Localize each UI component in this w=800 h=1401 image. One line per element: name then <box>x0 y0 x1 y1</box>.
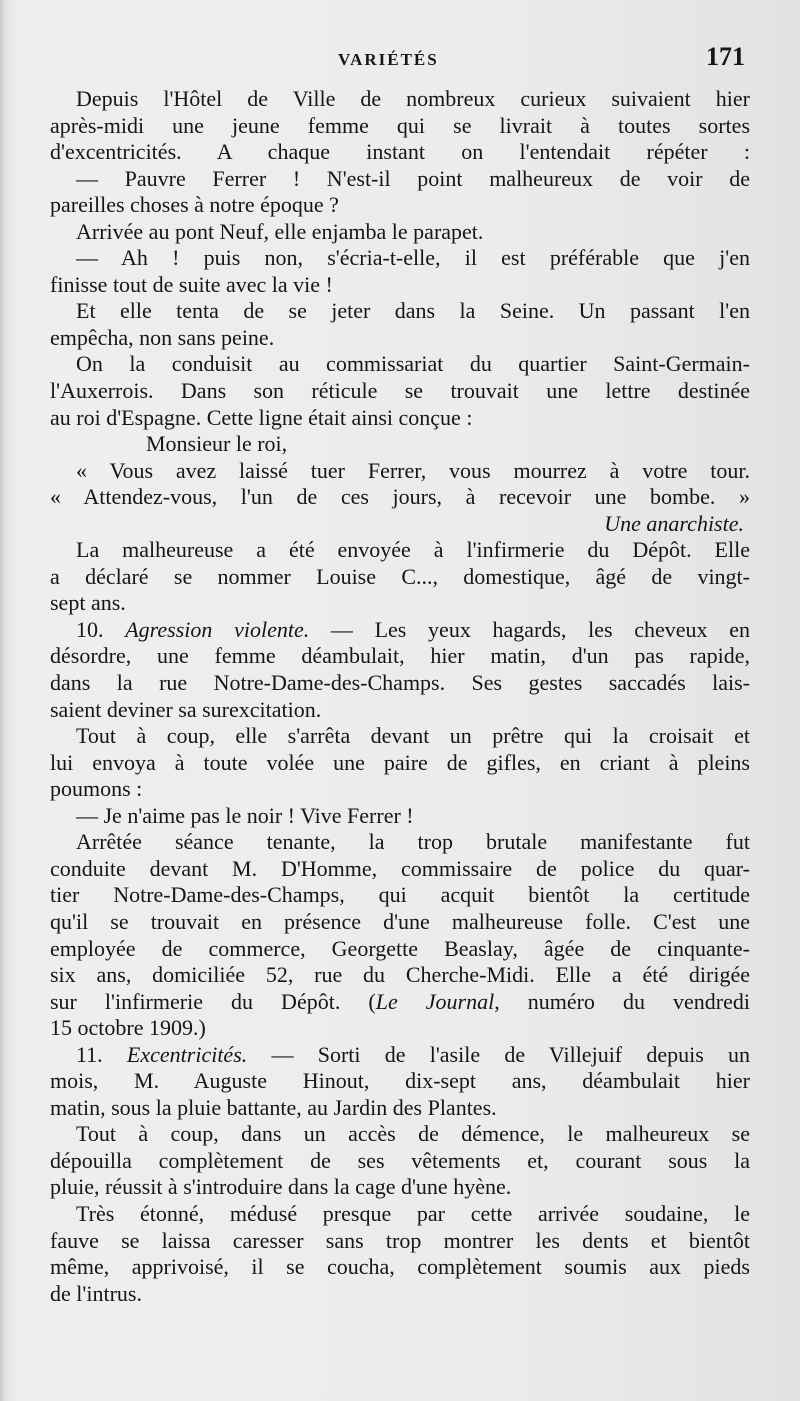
text-line: Arrivée au pont Neuf, elle enjamba le parapet. <box>76 218 484 244</box>
text-line: désordre, une femme déambulait, hier matin, d'un pas rapide, <box>50 643 750 669</box>
text-line: après-midi une jeune femme qui se livrait à toutes sortes <box>50 112 750 138</box>
text-line: conduite devant M. D'Homme, commissaire de police du quar- <box>50 855 750 881</box>
letter-line: « Attendez-vous, l'un de ces jours, à recevoir une bombe. » <box>50 484 750 510</box>
text-line: pluie, réussit à s'introduire dans la cage d'une hyène. <box>50 1174 512 1200</box>
text-line: mois, M. Auguste Hinout, dix-sept ans, déambulait hier <box>50 1068 750 1094</box>
text-line: On la conduisit au commissariat du quartier Saint-Germain- <box>76 351 750 377</box>
item-text: — Les yeux hagards, les cheveux en <box>309 616 750 642</box>
text-line: Arrêtée séance tenante, la trop brutale manifestante fut <box>76 829 750 855</box>
text-line: — Pauvre Ferrer ! N'est-il point malheureux de voir de <box>76 165 750 191</box>
text-line: La malheureuse a été envoyée à l'infirmerie du Dépôt. Elle <box>76 537 750 563</box>
text-line: Très étonné, médusé presque par cette arrivée soudaine, le <box>76 1200 750 1226</box>
text-line: dans la rue Notre-Dame-des-Champs. Ses gestes saccadés lais- <box>50 670 750 696</box>
item-number: 11. <box>76 1041 103 1067</box>
text-line: six ans, domiciliée 52, rue du Cherche-Midi. Elle a été dirigée <box>50 962 750 988</box>
text-line: au roi d'Espagne. Cette ligne était ainsi conçue : <box>50 404 473 430</box>
text-line: matin, sous la pluie battante, au Jardin des Plantes. <box>50 1094 497 1120</box>
text-line: — Je n'aime pas le noir ! Vive Ferrer ! <box>76 802 414 828</box>
item-number: 10. <box>76 616 104 642</box>
text-line: Tout à coup, elle s'arrêta devant un prêtre qui la croisait et <box>76 723 750 749</box>
item-title: Agression violente. <box>125 616 310 642</box>
letter-salutation: Monsieur le roi, <box>146 431 288 457</box>
item-text: — Sorti de l'asile de Villejuif depuis un <box>247 1041 750 1067</box>
source-line <box>50 989 750 1016</box>
text-line: pareilles choses à notre époque ? <box>50 192 339 218</box>
text-line: dépouilla complètement de ses vêtements et, courant sous la <box>50 1147 750 1173</box>
text-line: a déclaré se nommer Louise C..., domestique, âgé de vingt- <box>50 563 750 589</box>
item-title: Excentricités. <box>126 1041 248 1067</box>
source-prefix: sur l'infirmerie du Dépôt. ( <box>50 988 376 1014</box>
text-line: même, apprivoisé, il se coucha, complètement soumis aux pieds <box>50 1254 750 1280</box>
text-line: poumons : <box>50 776 143 802</box>
source-title: Le Journal <box>375 988 495 1014</box>
text-line: de l'intrus. <box>50 1280 142 1306</box>
section-heading-line <box>50 1042 750 1069</box>
text-line: l'Auxerrois. Dans son réticule se trouvait une lettre destinée <box>50 378 750 404</box>
source-suffix: , numéro du vendredi <box>494 988 750 1014</box>
body-text <box>50 86 750 1307</box>
text-line: fauve se laissa caresser sans trop montrer les dents et bientôt <box>50 1227 750 1253</box>
section-heading-line <box>50 617 750 644</box>
text-line: empêcha, non sans peine. <box>50 324 275 350</box>
letter-line: « Vous avez laissé tuer Ferrer, vous mourrez à votre tour. <box>76 457 750 483</box>
text-line: sept ans. <box>50 590 126 616</box>
text-line: qu'il se trouvait en présence d'une malheureuse folle. C'est une <box>50 908 750 934</box>
section-title: VARIÉTÉS <box>338 50 439 69</box>
text-line: — Ah ! puis non, s'écria-t-elle, il est préférable que j'en <box>76 245 750 271</box>
text-line: employée de commerce, Georgette Beaslay, âgée de cinquante- <box>50 935 750 961</box>
text-line: lui envoya à toute volée une paire de gifles, en criant à pleins <box>50 749 750 775</box>
text-line: saient deviner sa surexcitation. <box>50 696 322 722</box>
text-line: 15 octobre 1909.) <box>50 1015 206 1041</box>
page-number: 171 <box>706 42 745 71</box>
running-head <box>0 40 800 80</box>
text-line: tier Notre-Dame-des-Champs, qui acquit bientôt la certitude <box>50 882 750 908</box>
letter-signature: Une anarchiste. <box>604 510 744 536</box>
text-line: Depuis l'Hôtel de Ville de nombreux curieux suivaient hier <box>76 86 750 111</box>
text-line: d'excentricités. A chaque instant on l'entendait répéter : <box>50 139 750 165</box>
text-line: Et elle tenta de se jeter dans la Seine. Un passant l'en <box>76 298 750 324</box>
text-line: finisse tout de suite avec la vie ! <box>50 271 333 297</box>
text-line: Tout à coup, dans un accès de démence, le malheureux se <box>76 1121 750 1147</box>
